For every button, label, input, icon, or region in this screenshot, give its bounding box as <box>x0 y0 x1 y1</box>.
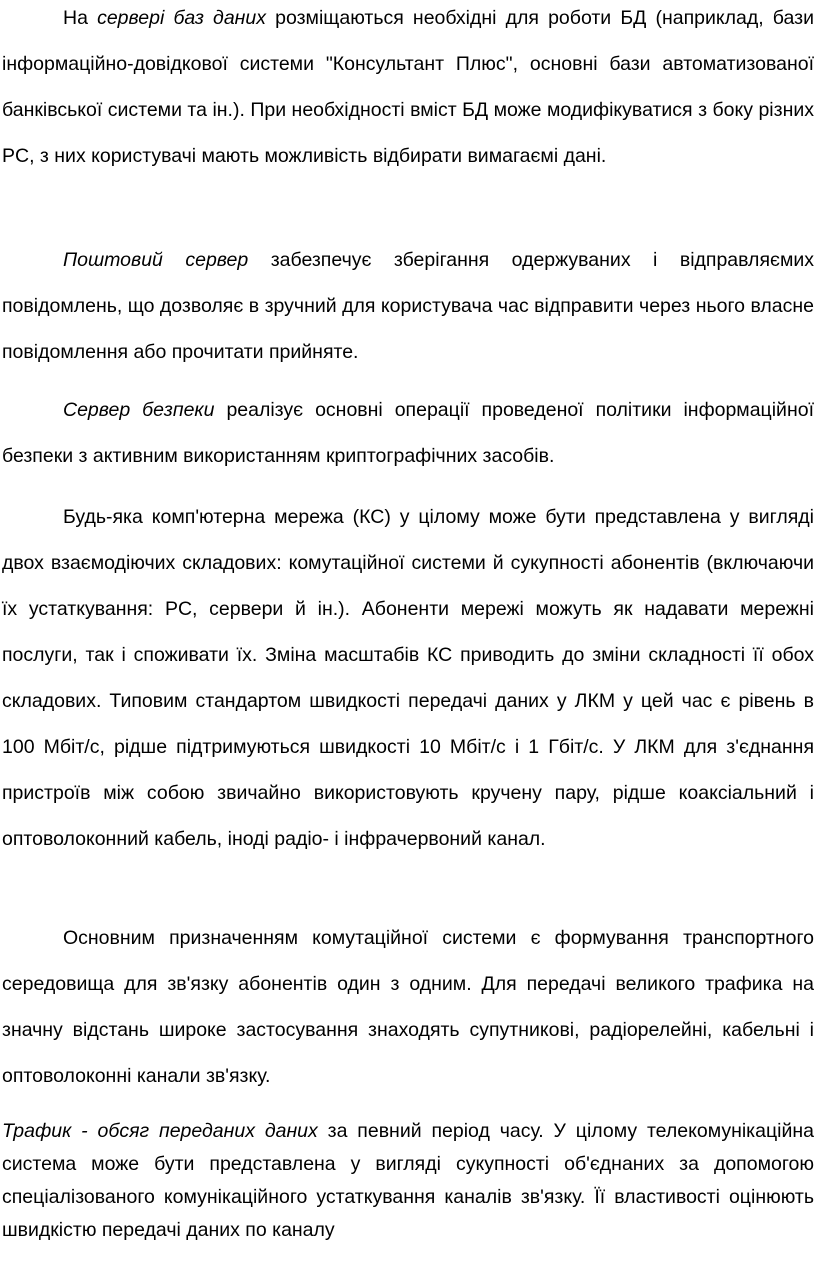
paragraph-security-server <box>2 387 814 479</box>
term-security-server: Сервер безпеки <box>63 399 215 421</box>
paragraph-text: Основним призначенням комутаційної системи є формування транспортного середовища для зв'язку абонентів один з одним. Для передачі великого трафика на значну відстань широке застосування знаходять супутникові, радіорелейні, кабельні і оптоволоконні канали зв'язку. <box>2 927 814 1087</box>
paragraph-computer-network <box>2 494 814 862</box>
term-database-server: сервері баз даних <box>97 7 266 29</box>
paragraph-text: за певний період часу. У цілому телекомунікаційна система може бути представлена у вигляді сукупності об'єднаних за допомогою спеціалізованого комунікаційного устаткування каналів зв'язку. Її властивості оцінюють швидкістю передачі даних по каналу <box>2 1120 814 1241</box>
paragraph-mail-server <box>2 237 814 375</box>
paragraph-text: розміщаються необхідні для роботи БД (наприклад, бази інформаційно-довідкової системи "Консультант Плюс", основні бази автоматизованої банківської системи та ін.). При необхідності вміст БД може модифікуватися з боку різних PC, з них користувачі мають можливість відбирати вимагаємі дані. <box>2 7 814 167</box>
term-mail-server: Поштовий сервер <box>63 249 249 271</box>
paragraph-lead: На <box>63 7 98 29</box>
paragraph-text: реалізує основні операції проведеної політики інформаційної безпеки з активним використанням криптографічних засобів. <box>2 399 814 467</box>
paragraph-traffic-definition <box>2 1115 814 1247</box>
paragraph-switching-system <box>2 915 814 1099</box>
term-traffic: Трафик - обсяг переданих даних <box>2 1120 318 1142</box>
paragraph-text: забезпечує зберігання одержуваних і відправляємих повідомлень, що дозволяє в зручний для користувача час відправити через нього власне повідомлення або прочитати прийняте. <box>2 249 814 363</box>
paragraph-text: Будь-яка комп'ютерна мережа (КС) у цілому може бути представлена у вигляді двох взаємодіючих складових: комутаційної системи й сукупності абонентів (включаючи їх устаткування: PC, сервери й ін.). Абоненти мережі можуть як надавати мережні послуги, так і споживати їх. Зміна масштабів КС приводить до зміни складності її обох складових. Типовим стандартом швидкості передачі даних у ЛКМ у цей час є рівень в 100 Мбіт/с, рідше підтримуються швидкості 10 Мбіт/с і 1 Гбіт/с. У ЛКМ для з'єднання пристроїв між собою звичайно використовують кручену пару, рідше коаксіальний і оптоволоконний кабель, іноді радіо- і інфрачервоний канал. <box>2 506 814 850</box>
paragraph-database-server <box>2 0 814 179</box>
